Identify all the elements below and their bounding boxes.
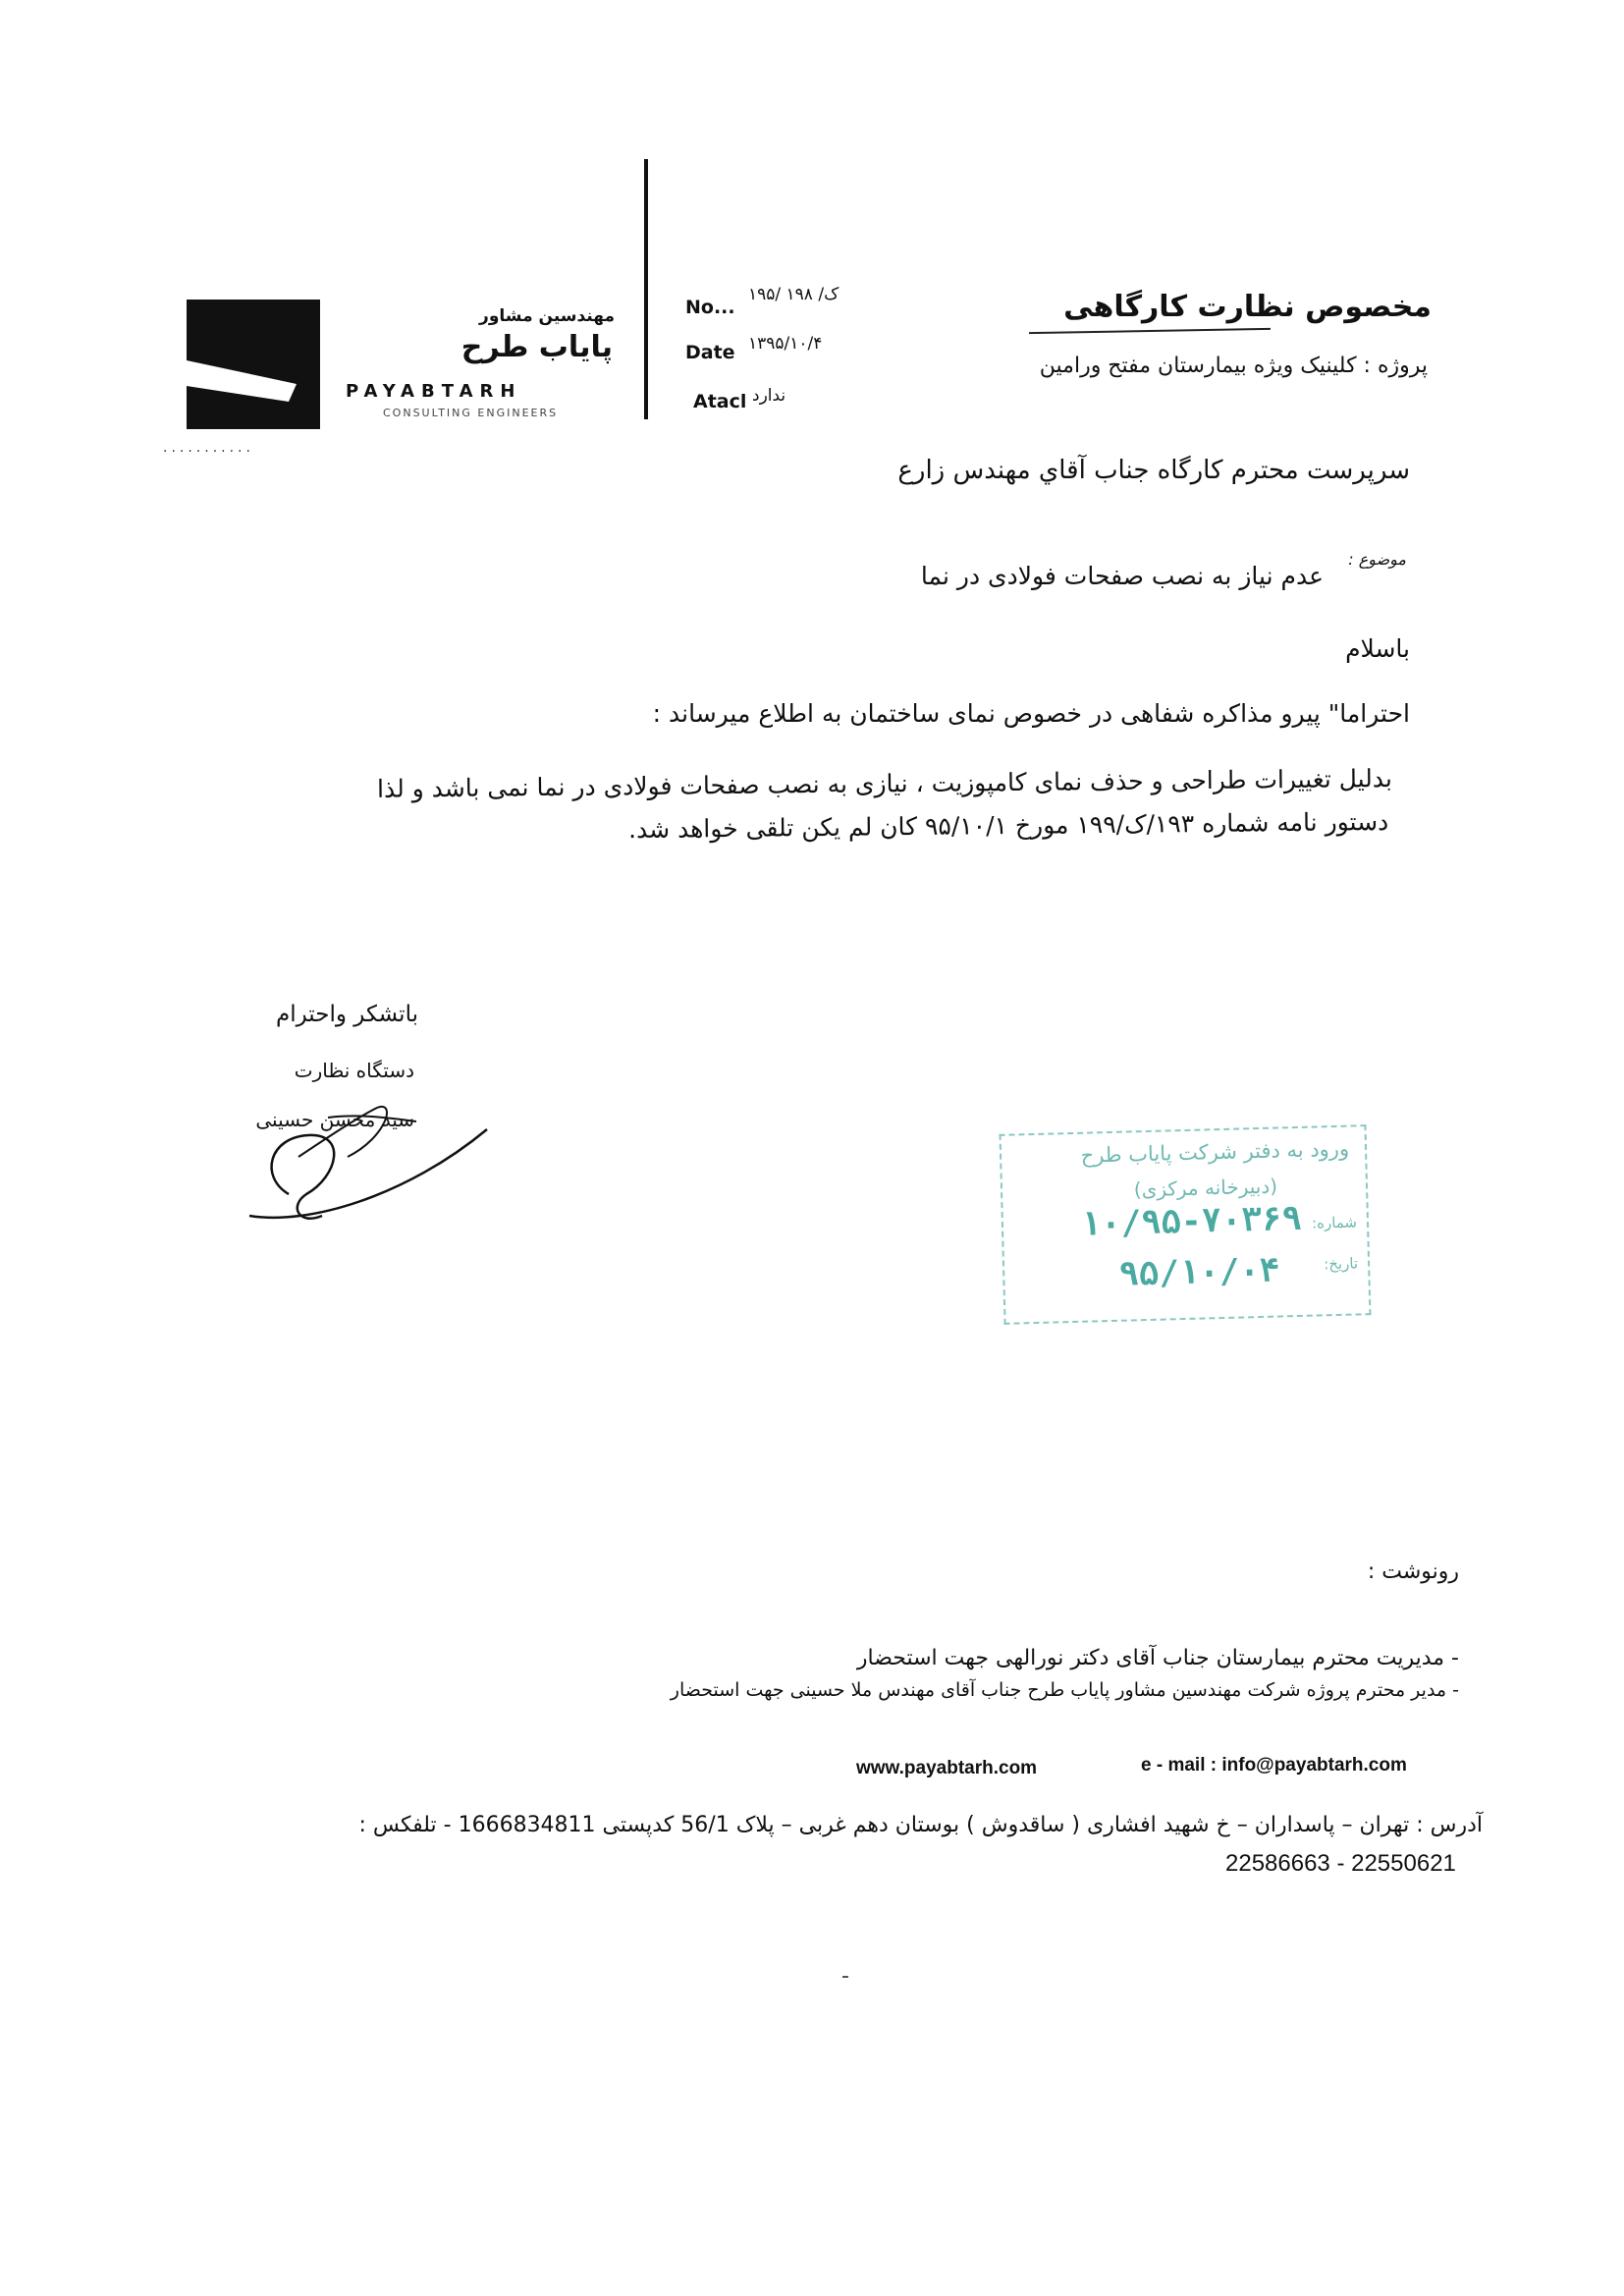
header-divider [644,159,648,419]
footer-website: www.payabtarh.com [856,1758,1038,1778]
letter-title: مخصوص نظارت کارگاهی [1063,290,1432,324]
cc-label: رونوشت : [1367,1559,1459,1584]
ref-date-label: Date [685,342,735,363]
firm-subtitle: CONSULTING ENGINEERS [383,407,559,419]
subject-label: موضوع : [1348,550,1406,569]
signatory-name: سید محسن حسینی [255,1108,414,1131]
signatory-department: دستگاه نظارت [294,1059,414,1082]
body-line-1: بدلیل تغییرات طراحی و حذف نمای کامپوزیت ، نیازی به نصب صفحات فولادی در نما نمی باشد و لذا [377,764,1393,803]
ref-attachment-value: ندارد [752,386,786,406]
stamp-line-1: ورود به دفتر شرکت پایاب طرح [1080,1136,1350,1168]
ref-no-label: No... [685,297,735,318]
ref-no-value: ۱۹۵/ ک/ ۱۹۸ [748,285,839,304]
ref-date-value: ۱۳۹۵/۱۰/۴ [748,334,823,354]
logo-dots: ........... [163,440,254,456]
project-line: پروژه : کلینیک ویژه بیمارستان مفتح ورامین [1039,354,1428,378]
stamp-date-value: ۹۵/۱۰/۰۴ [1118,1250,1280,1294]
subject-text: عدم نیاز به نصب صفحات فولادی در نما [920,562,1324,590]
footer-phones: 22586663 - 22550621 [1225,1850,1456,1877]
firm-label: مهندسین مشاور [479,306,615,326]
firm-name-en: PAYABTARH [346,381,522,402]
footer-address: آدرس : تهران – پاسداران – خ شهید افشاری ( ساقدوش ) بوستان دهم غربی – پلاک 56/1 کدپستی 1666834811 - تلفکس : [358,1813,1483,1837]
received-stamp [1000,1124,1372,1325]
stamp-line-2: (دبیرخانه مرکزی) [1133,1174,1278,1202]
ref-attachment-label: Atacl [693,391,747,412]
cc-item: - مدیر محترم پروژه شرکت مهندسین مشاور پایاب طرح جناب آقای مهندس ملا حسینی جهت استحضار [670,1679,1459,1701]
payabtarh-logo [187,300,320,429]
firm-name-fa: پایاب طرح [460,330,613,364]
intro-paragraph: احتراما" پیرو مذاکره شفاهی در خصوص نمای ساختمان به اطلاع میرساند : [652,699,1410,728]
title-underline [1029,328,1271,334]
closing-text: باتشکر واحترام [275,1002,418,1027]
footer-email: e - mail : info@payabtarh.com [1141,1755,1407,1776]
body-line-2: دستور نامه شماره ۱۹۳/ک/۱۹۹ مورخ ۹۵/۱۰/۱ کان لم یکن تلقی خواهد شد. [627,807,1389,845]
recipient: سرپرست محترم کارگاه جناب آقاي مهندس زارع [897,456,1410,485]
cc-item: - مدیریت محترم بیمارستان جناب آقای دکتر نورالهی جهت استحضار [856,1646,1459,1670]
stamp-date-label: تاریخ: [1323,1254,1359,1274]
handwritten-signature [230,1078,505,1235]
stamp-number-value: ۱۰/۹۵-۷۰۳۶۹ [1080,1198,1303,1244]
greeting: باسلام [1345,634,1410,663]
stamp-number-label: شماره: [1311,1213,1358,1232]
page-mark [842,1976,848,1978]
